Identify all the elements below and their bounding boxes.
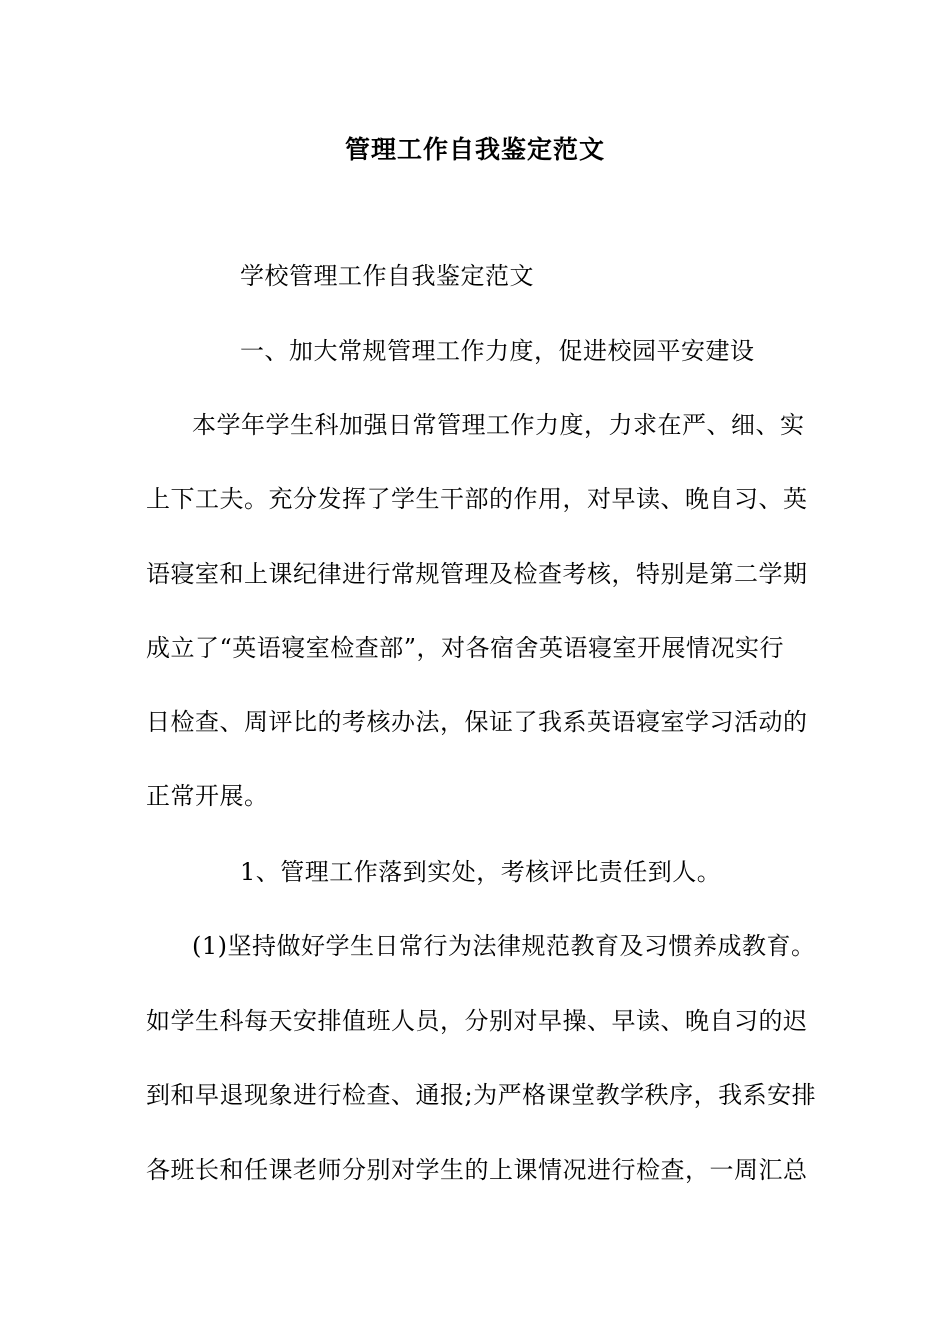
paragraph-line: 上下工夫。充分发挥了学生干部的作用，对早读、晚自习、英 [146,485,808,513]
subsection-heading-1: 1、管理工作落到实处，考核评比责任到人。 [240,858,722,886]
paragraph-line: 各班长和任课老师分别对学生的上课情况进行检查，一周汇总 [146,1156,808,1184]
paragraph-line: 成立了“英语寝室检查部”，对各宿舍英语寝室开展情况实行 [146,634,785,662]
paragraph-line: 到和早退现象进行检查、通报;为严格课堂教学秩序，我系安排 [146,1081,817,1109]
paragraph-line: 日检查、周评比的考核办法，保证了我系英语寝室学习活动的 [146,708,808,736]
paragraph-line: (1)坚持做好学生日常行为法律规范教育及习惯养成教育。 [192,932,816,960]
subtitle-line: 学校管理工作自我鉴定范文 [240,262,534,290]
section-heading-1: 一、加大常规管理工作力度，促进校园平安建设 [240,337,755,365]
paragraph-line: 语寝室和上课纪律进行常规管理及检查考核，特别是第二学期 [146,560,808,588]
paragraph-line: 本学年学生科加强日常管理工作力度，力求在严、细、实 [192,411,805,439]
paragraph-line: 正常开展。 [146,782,269,810]
document-title: 管理工作自我鉴定范文 [344,135,605,164]
paragraph-line: 如学生科每天安排值班人员，分别对早操、早读、晚自习的迟 [146,1007,808,1035]
